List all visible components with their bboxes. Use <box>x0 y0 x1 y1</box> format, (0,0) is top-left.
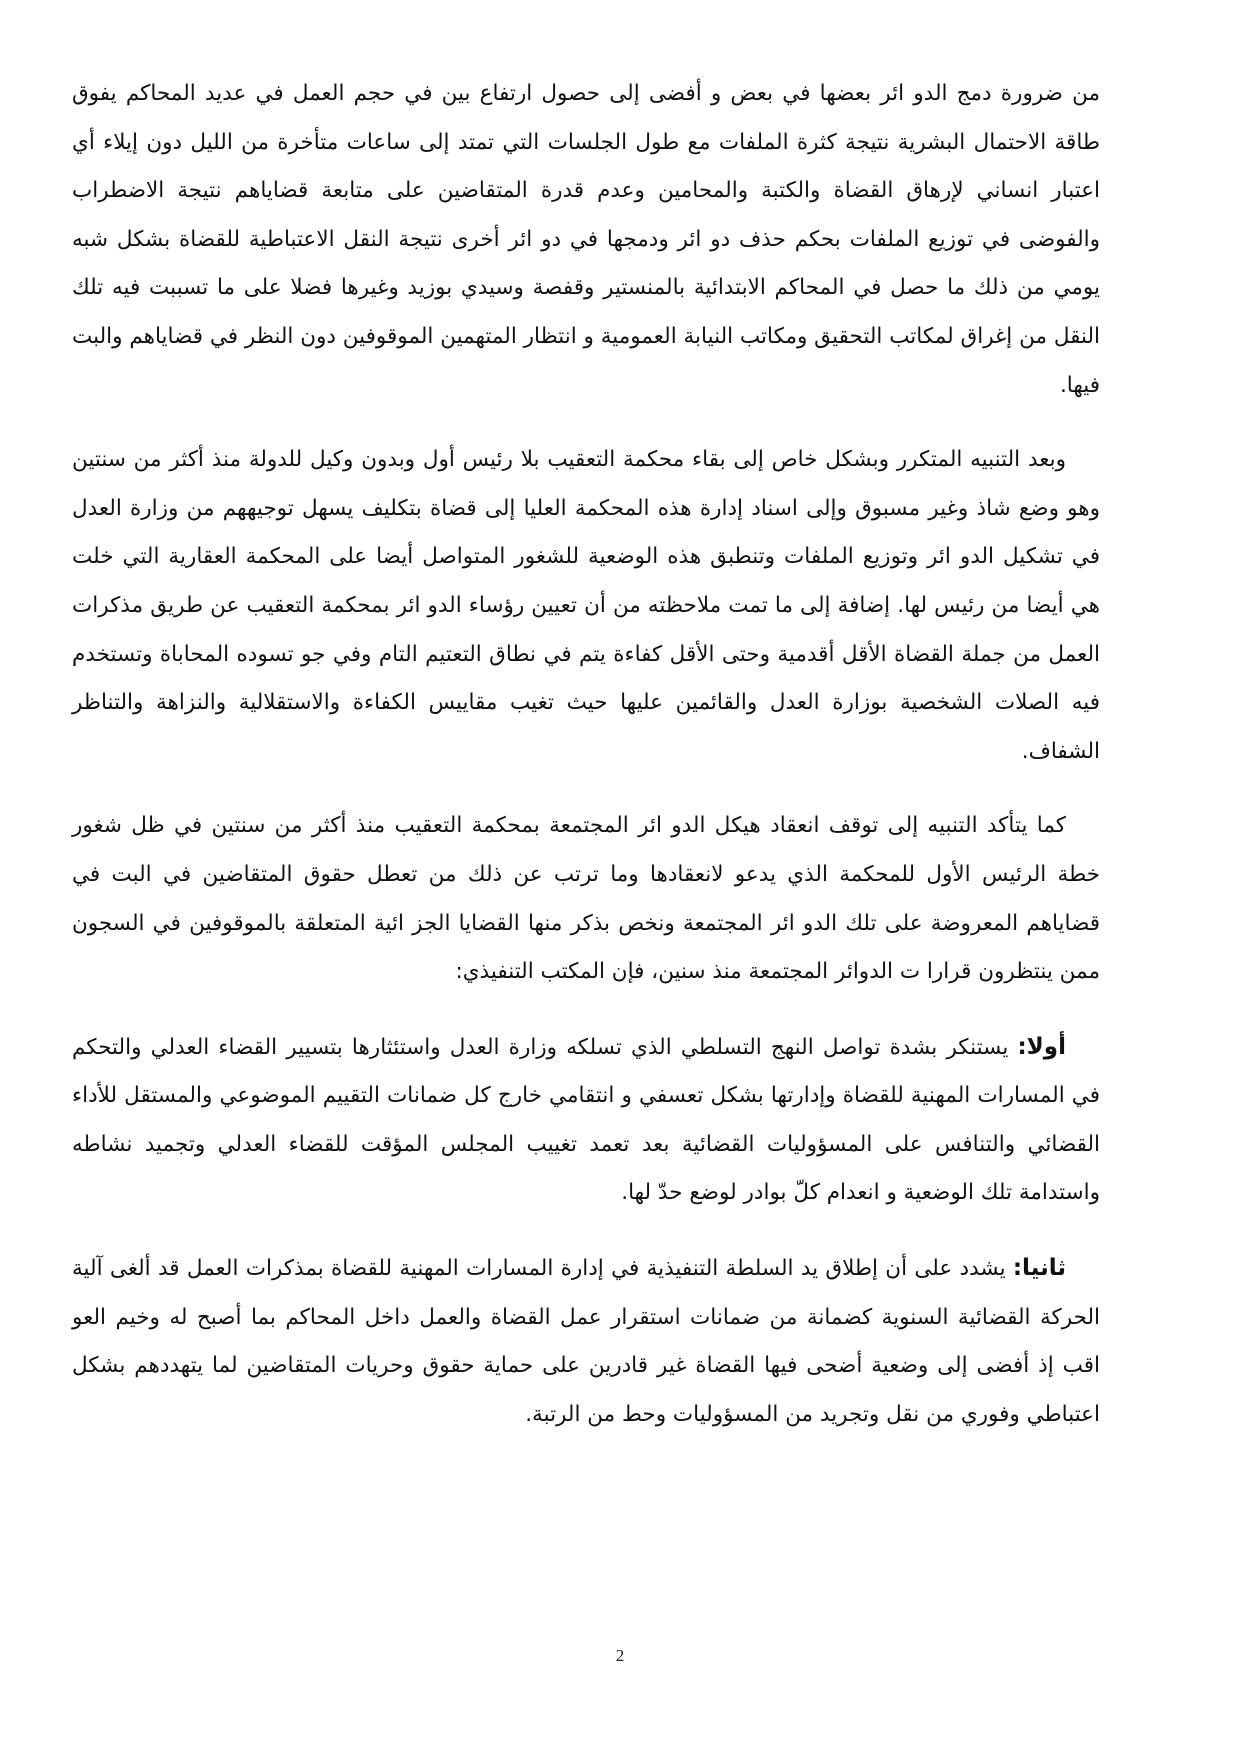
paragraph-5-lead: ثانيا: <box>1012 1255 1066 1282</box>
page-number: 2 <box>615 1646 625 1665</box>
paragraph-3-text: كما يتأكد التنبيه إلى توقف انعقاد هيكل الدو ائر المجتمعة بمحكمة التعقيب منذ أكثر من سنتين في ظل شغور خطة الرئيس الأول للمحكمة الذي يدعو لانعقادها وما ترتب عن ذلك من تعطل حقوق المتقاضين في البت في قضاياهم المعروضة على تلك الدو ائر المجتمعة ونخص بذكر منها القضايا الجز ائية المتعلقة بالموقوفين في السجون ممن ينتظرون قرارا ت الدوائر المجتمعة منذ سنين، فإن المكتب التنفيذي: <box>72 813 1100 985</box>
paragraph-2-text: وبعد التنبيه المتكرر وبشكل خاص إلى بقاء محكمة التعقيب بلا رئيس أول وبدون وكيل للدولة منذ أكثر من سنتين وهو وضع شاذ وغير مسبوق وإلى اسناد إدارة هذه المحكمة العليا إلى قضاة بتكليف يسهل توجيههم من وزارة العدل في تشكيل الدو ائر وتوزيع الملفات وتنطبق هذه الوضعية للشغور المتواصل أيضا على المحكمة العقارية التي خلت هي أيضا من رئيس لها. إضافة إلى ما تمت ملاحظته من أن تعيين رؤساء الدو ائر بمحكمة التعقيب عن طريق مذكرات العمل من جملة القضاة الأقل أقدمية وحتى الأقل كفاءة يتم في نطاق التعتيم التام وفي جو تسوده المحاباة وتستخدم فيه الصلات الشخصية بوزارة العدل والقائمين عليها حيث تغيب مقاييس الكفاءة والاستقلالية والنزاهة والتناظر الشفاف. <box>72 447 1100 764</box>
paragraph-1-text: من ضرورة دمج الدو ائر بعضها في بعض و أفضى إلى حصول ارتفاع بين في حجم العمل في عديد المحاكم يفوق طاقة الاحتمال البشرية نتيجة كثرة الملفات مع طول الجلسات التي تمتد إلى ساعات متأخرة من الليل دون إيلاء أي اعتبار انساني لإرهاق القضاة والكتبة والمحامين وعدم قدرة المتقاضين على متابعة قضاياهم نتيجة الاضطراب والفوضى في توزيع الملفات بحكم حذف دو ائر ودمجها في دو ائر أخرى نتيجة النقل الاعتباطية للقضاة بشكل شبه يومي من ذلك ما حصل في المحاكم الابتدائية بالمنستير وقفصة وسيدي بوزيد وغيرها فضلا على ما تسببت فيه تلك النقل من إغراق لمكاتب التحقيق ومكاتب النيابة العمومية و انتظار المتهمين الموقوفين دون النظر في قضاياهم والبت فيها. <box>72 81 1100 398</box>
paragraph-3 <box>72 802 1100 996</box>
paragraph-5-text: يشدد على أن إطلاق يد السلطة التنفيذية في إدارة المسارات المهنية للقضاة بمذكرات العمل قد ألغى آلية الحركة القضائية السنوية كضمانة من ضمانات استقرار عمل القضاة والعمل داخل المحاكم بما أصبح له وخيم العو اقب إذ أفضى إلى وضعية أضحى فيها القضاة غير قادرين على حماية حقوق وحريات المتقاضين لما يتهددهم بشكل اعتباطي وفوري من نقل وتجريد من المسؤوليات وحط من الرتبة. <box>72 1256 1100 1427</box>
paragraph-2 <box>72 436 1100 776</box>
paragraph-5 <box>72 1244 1100 1439</box>
paragraph-1 <box>72 70 1100 410</box>
document-page <box>72 70 1100 1670</box>
paragraph-4-lead: أولا: <box>1017 1033 1066 1060</box>
paragraph-4-text: يستنكر بشدة تواصل النهج التسلطي الذي تسلكه وزارة العدل واستئثارها بتسيير القضاء العدلي والتحكم في المسارات المهنية للقضاة وإدارتها بشكل تعسفي و انتقامي خارج كل ضمانات التقييم الموضوعي والمستقل للأداء القضائي والتنافس على المسؤوليات القضائية بعد تعمد تغييب المجلس المؤقت للقضاء العدلي وتجميد نشاطه واستدامة تلك الوضعية و انعدام كلّ بوادر لوضع حدّ لها. <box>72 1034 1100 1206</box>
paragraph-4 <box>72 1023 1100 1218</box>
